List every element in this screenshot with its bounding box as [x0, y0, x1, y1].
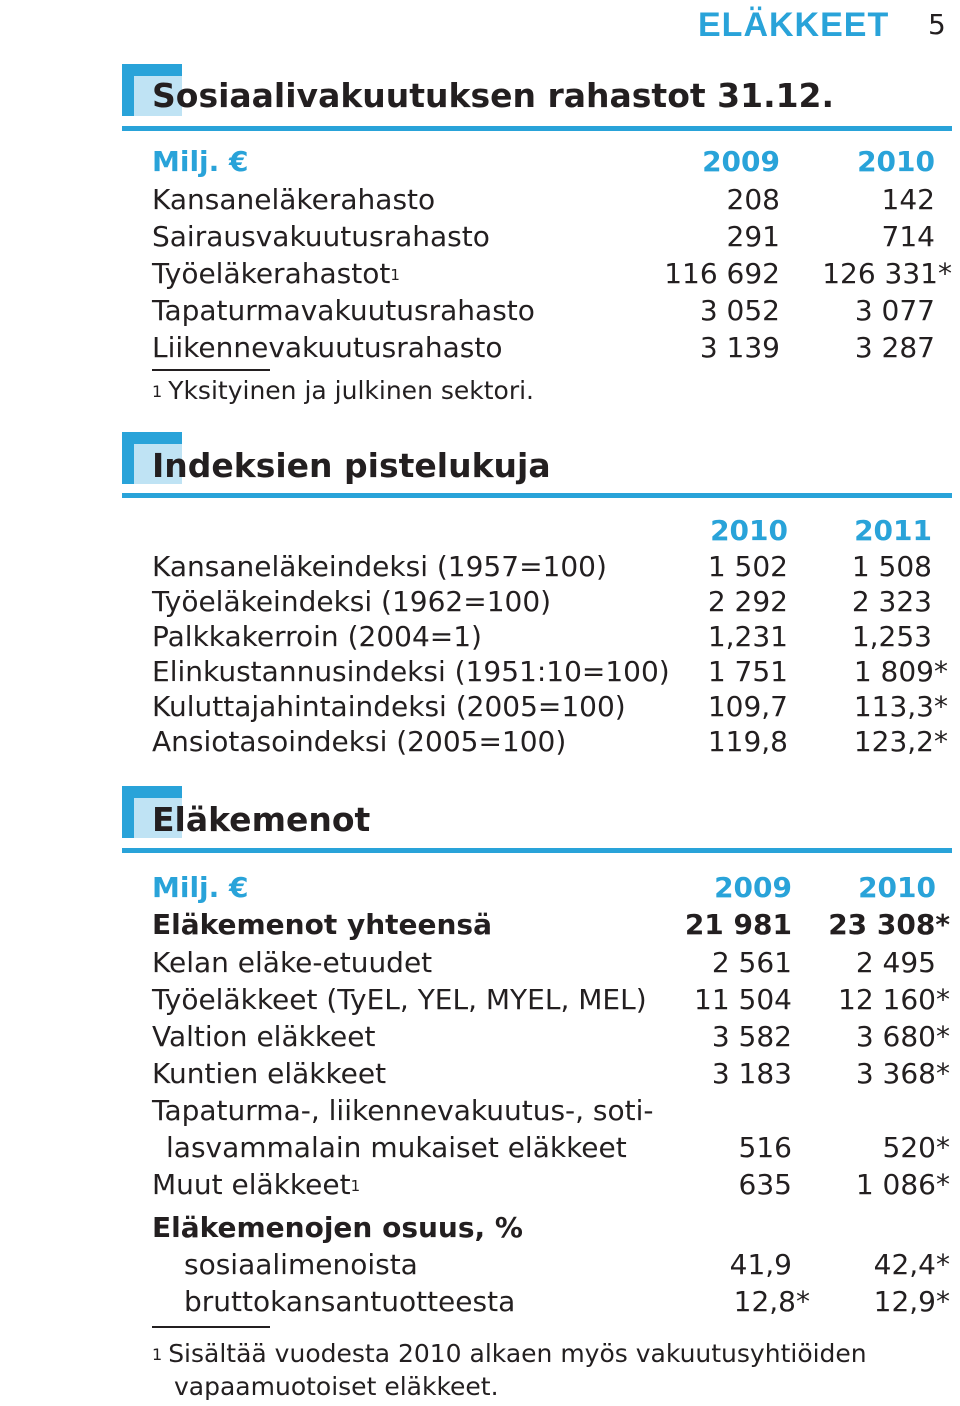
expenditure-total-row: Eläkemenot yhteensä 21 981 23 308* — [152, 908, 950, 941]
funds-header-row — [152, 143, 960, 180]
table-row: Kansaneläkeindeksi (1957=100) 1 502 1 508 — [152, 550, 932, 583]
table-row: Työeläkeindeksi (1962=100) 2 292 2 323 — [152, 585, 932, 618]
table-row: Työeläkkeet (TyEL, YEL, MYEL, MEL) 11 504 12 160* — [152, 983, 950, 1016]
expenditure-footnote-line1: $^1$ Sisältää vuodesta 2010 alkaen myös vakuutusyhtiöiden — [152, 1339, 867, 1368]
expenditure-unit: Milj. € — [152, 871, 249, 904]
table-row: bruttokansantuotteesta 12,8* 12,9* — [184, 1285, 950, 1318]
table-row: Kuntien eläkkeet 3 183 3 368* — [152, 1057, 950, 1090]
table-row: Tapaturmavakuutusrahasto 3 052 3 077 — [152, 294, 935, 327]
table-row: lasvammalain mukaiset eläkkeet 516 520* — [166, 1131, 950, 1164]
section-rule — [122, 493, 952, 498]
funds-year-2: 2010 — [857, 145, 935, 178]
table-row: Liikennevakuutusrahasto 3 139 3 287 — [152, 331, 935, 364]
table-row: Muut eläkkeet$^1$ 635 1 086* — [152, 1168, 950, 1201]
expenditure-footnote-line2: vapaamuotoiset eläkkeet. — [174, 1372, 499, 1401]
table-row: Kelan eläke-etuudet 2 561 2 495 — [152, 946, 936, 979]
table-row: Kuluttajahintaindeksi (2005=100) 109,7 113,3* — [152, 690, 948, 723]
expenditure-year-2: 2010 — [858, 871, 936, 904]
footnote-ref: 1 — [390, 266, 400, 284]
footnote-rule — [152, 369, 270, 371]
table-row: Sairausvakuutusrahasto 291 714 — [152, 220, 935, 253]
expenditure-year-1: 2009 — [714, 871, 792, 904]
table-row: Palkkakerroin (2004=1) 1,231 1,253 — [152, 620, 932, 653]
expenditure-header-row — [152, 869, 960, 906]
funds-year-1: 2009 — [702, 145, 780, 178]
footnote-rule — [152, 1326, 270, 1328]
share-heading: Eläkemenojen osuus, % — [152, 1211, 523, 1244]
indexes-title: Indeksien pistelukuja — [152, 446, 551, 485]
indexes-year-2: 2011 — [854, 514, 932, 547]
page-number: 5 — [928, 8, 946, 41]
funds-unit: Milj. € — [152, 145, 249, 178]
table-row: Työeläkerahastot$^1$ 116 692 126 331* — [152, 257, 952, 290]
section-rule — [122, 126, 952, 131]
table-row: sosiaalimenoista 41,9 42,4* — [184, 1248, 950, 1281]
indexes-year-1: 2010 — [710, 514, 788, 547]
footnote-ref: 1 — [350, 1177, 361, 1195]
expenditure-title: Eläkemenot — [152, 800, 371, 839]
table-row: Elinkustannusindeksi (1951:10=100) 1 751 1 809* — [152, 655, 948, 688]
table-row: Kansaneläkerahasto 208 142 — [152, 183, 935, 216]
header-title: ELÄKKEET — [698, 6, 890, 44]
indexes-header-row — [152, 512, 960, 549]
funds-footnote: $^1$ Yksityinen ja julkinen sektori. — [152, 376, 535, 405]
section-rule — [122, 848, 952, 853]
table-row: Ansiotasoindeksi (2005=100) 119,8 123,2* — [152, 725, 948, 758]
page-header — [0, 0, 960, 60]
table-row: Valtion eläkkeet 3 582 3 680* — [152, 1020, 950, 1053]
table-row: Tapaturma-, liikennevakuutus-, soti- — [152, 1094, 654, 1127]
funds-title: Sosiaalivakuutuksen rahastot 31.12. — [152, 76, 835, 115]
